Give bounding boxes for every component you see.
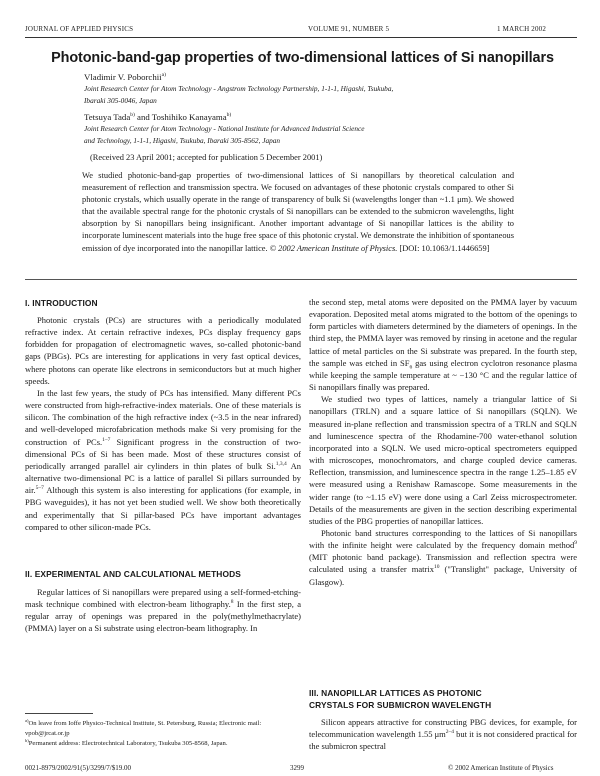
abstract-copyright: © 2002 American Institute of Physics. <box>269 243 398 253</box>
right-column-body <box>309 296 577 588</box>
ref-citation: 5–7 <box>35 485 44 492</box>
abstract-rule <box>25 279 577 280</box>
nanopillar-body <box>309 716 577 752</box>
section-nanopillar-heading-line2: CRYSTALS FOR SUBMICRON WAVELENGTH <box>309 700 492 710</box>
right-p4-a: Silicon appears attractive for constructing PBG devices, for example, for telecommunication wavelength 1.55 μm <box>309 717 577 740</box>
affil-2-line2: and Technology, 1-1-1, Higashi, Tsukuba, Ibaraki 305-8562, Japan <box>84 135 281 145</box>
author-2 <box>84 112 231 122</box>
abstract <box>82 170 514 255</box>
section-nanopillar-heading-line1: III. NANOPILLAR LATTICES AS PHOTONIC <box>309 688 482 698</box>
author-2-mark: b) <box>130 112 135 119</box>
footnote-rule <box>25 713 93 714</box>
footnote-a-mark: a) <box>25 718 29 723</box>
nanopillar-paragraph-1 <box>309 716 577 752</box>
intro-paragraph-1: Photonic crystals (PCs) are structures with a periodically modulated refractive index. At certain refractive indexes, PCs display frequency gaps forbidden for propagation of electromagnetic waves, so-called photonic-band gaps (PBGs). PCs are interesting for applications in very fast optical devices, where photons can operate like electrons in semiconductors but at much higher speeds. <box>25 315 301 386</box>
intro-body <box>25 314 301 533</box>
ref-citation: 8 <box>230 599 234 606</box>
ref-citation: 9 <box>574 540 577 547</box>
right-p3-a: Photonic band structures corresponding to the lattices of Si nanopillars with the infinite height were calculated by the frequency domain method <box>309 527 577 551</box>
right-p3-b: (MIT photonic band package). Transmission and reflection spectra were calculated using a transfer matrix <box>309 552 577 575</box>
received-dates: (Received 23 April 2001; accepted for publication 5 December 2001) <box>90 153 323 162</box>
exp-p1-b: In the first step, a regular array of openings was prepared in the poly(methylmethacrylate) (PMMA) layer on a Si substrate using electron-beam lithography. In <box>25 599 302 634</box>
abstract-text: We studied photonic-band-gap properties of two-dimensional lattices of Si nanopillars by theoretical calculation and measurement of reflection and transmission spectra. We focused on advantages of these photonic crystals compared to other Si photonic crystals, which usually operate in the range of transparency of bulk Si (wavelengths longer than ~1.1 μm). We showed that the available spectral range for the photonic crystals of Si nanopillars can be extended to the submicron wavelengths, light absorption by Si nanopillars being insignificant. Another important advantage of Si nanopillar lattices is the ability to incorporate luminescent materials into the huge free space of this photonic crystal. We demonstrate the inhibition of spontaneous emission of dye incorporated into the nanopillar lattice. <box>82 171 514 253</box>
footer-copyright: © 2002 American Institute of Physics <box>448 764 554 772</box>
author-2-affiliation <box>84 123 364 146</box>
volume-number: VOLUME 91, NUMBER 5 <box>308 25 390 33</box>
ref-citation: 2–4 <box>445 729 454 736</box>
right-p1-b: gas using electron cyclotron resonance plasma while keeping the sample temperature at ~ −130 °C and the regular lattice of Si nanopillars finally was prepared. <box>309 357 577 393</box>
intro-p2-a: In the last few years, the study of PCs has intensified. Many different PCs were constructed from high-refractive-index materials. One of these materials is silicon. The combination of the high refractive index (~3.5 in the near infrared) and well-developed microfabrication methods make Si very promising for the construction of PCs. <box>25 387 301 447</box>
intro-paragraph-2 <box>25 387 301 533</box>
page-number: 3299 <box>290 764 304 772</box>
footnote-b-text: Permanent address: Electrotechnical Laboratory, Tsukuba 305-8568, Japan. <box>28 740 228 748</box>
right-p3-c: ("Translight" package, University of Glasgow). <box>309 564 577 587</box>
section-intro-heading: I. INTRODUCTION <box>25 298 98 308</box>
lattice-types-paragraph: We studied two types of lattices, namely a triangular lattice of Si nanopillars (TRLN) and a square lattice of Si nanopillars (SQLN). We measured in-plane reflection and transmission spectra of a TRLN and SQLN and luminescence spectra of the Rhodamine-700 water-ethanol solution incorporated into a SQLN. We used micro-optical spectrometers equipped with microscopes, monochromators, and charge coupled device cameras. Reflection, transmission, and luminescence spectra in the range 1.25–1.85 eV were measured using a Renishaw Ramascope. Some measurements in the wider range (to ~1.15 eV) were done using a Carl Zeiss microspectrometer. Details of the measurements are given in the section describing experimental studies of the PBG properties of nanopillar lattices. <box>309 394 577 526</box>
affil-1-line1: Joint Research Center for Atom Technology - Angstrom Technology Partnership, 1-1-1, Higashi, Tsukuba, <box>84 84 394 93</box>
ref-citation: 1,3,4 <box>275 461 287 468</box>
subscript: 6 <box>409 364 413 371</box>
author-joiner: and <box>134 112 152 122</box>
footnote-b-mark: b) <box>25 738 29 743</box>
doi[interactable]: [DOI: 10.1063/1.1446659] <box>399 243 490 253</box>
right-p1-a: the second step, metal atoms were deposited on the PMMA layer by vacuum evaporation. Deposited metal atoms migrated to the bottom of the openings to form particles with diameters determined by the diameters of openings. In the third step, the PMMA layer was removed by rinsing in acetone and the regular lattice of metal particles on the Si substrate was prepared. In the fourth step, the sample was etched in SF <box>309 297 577 368</box>
experimental-body <box>25 586 301 635</box>
experimental-paragraph-1 <box>25 586 301 635</box>
method-paragraph-continued <box>309 296 577 393</box>
author-1-affiliation <box>84 83 393 106</box>
author-3-name: Toshihiko Kanayama <box>151 112 227 122</box>
author-3-mark: b) <box>226 112 232 119</box>
author-2-name: Tetsuya Tada <box>84 112 131 122</box>
affil-1-line2: Ibaraki 305-0046, Japan <box>84 95 157 105</box>
journal-name: JOURNAL OF APPLIED PHYSICS <box>25 25 134 33</box>
header-rule <box>25 37 577 38</box>
band-structure-paragraph <box>309 527 577 588</box>
exp-p1-a: Regular lattices of Si nanopillars were prepared using a self-formed-etching-mask technique combined with electron-beam lithography. <box>25 587 301 610</box>
ref-citation: 1–7 <box>102 436 111 443</box>
right-p4-b: but it is not considered practical for the submicron spectral <box>309 729 577 752</box>
intro-p2-c: An alternative two-dimensional PC is a lattice of parallel Si pillars surrounded by air. <box>25 460 302 496</box>
intro-p2-d: Although this system is also interesting for applications (for example, in PBG waveguides), it has not yet been studied well. We show both theoretically and experimentally that Si pillar-based PCs have important advantages compared to other silicon-made PCs. <box>25 485 301 532</box>
author-1 <box>84 72 166 82</box>
ref-citation: 10 <box>433 564 440 571</box>
footnote-b <box>25 736 300 749</box>
intro-p2-b: Significant progress in the construction of two-dimensional PCs of Si has been made. Most of these structures consist of periodically arranged parallel air cylinders in thin plates of bulk Si. <box>25 436 301 471</box>
author-1-name: Vladimir V. Poborchii <box>84 72 162 82</box>
paper-title: Photonic-band-gap properties of two-dimensional lattices of Si nanopillars <box>51 50 554 66</box>
section-experimental-heading: II. EXPERIMENTAL AND CALCULATIONAL METHODS <box>25 569 241 579</box>
author-1-mark: a) <box>161 72 166 79</box>
issue-date: 1 MARCH 2002 <box>497 25 547 33</box>
footnote-a-text: On leave from Ioffe Physico-Technical Institute, St. Petersburg, Russia; Electronic mail: vpob@jrcat.or.jp <box>25 720 262 737</box>
footer-code: 0021-8979/2002/91(5)/3299/7/$19.00 <box>25 764 131 772</box>
affil-2-line1: Joint Research Center for Atom Technology - National Institute for Advanced Industrial Science <box>84 124 365 133</box>
